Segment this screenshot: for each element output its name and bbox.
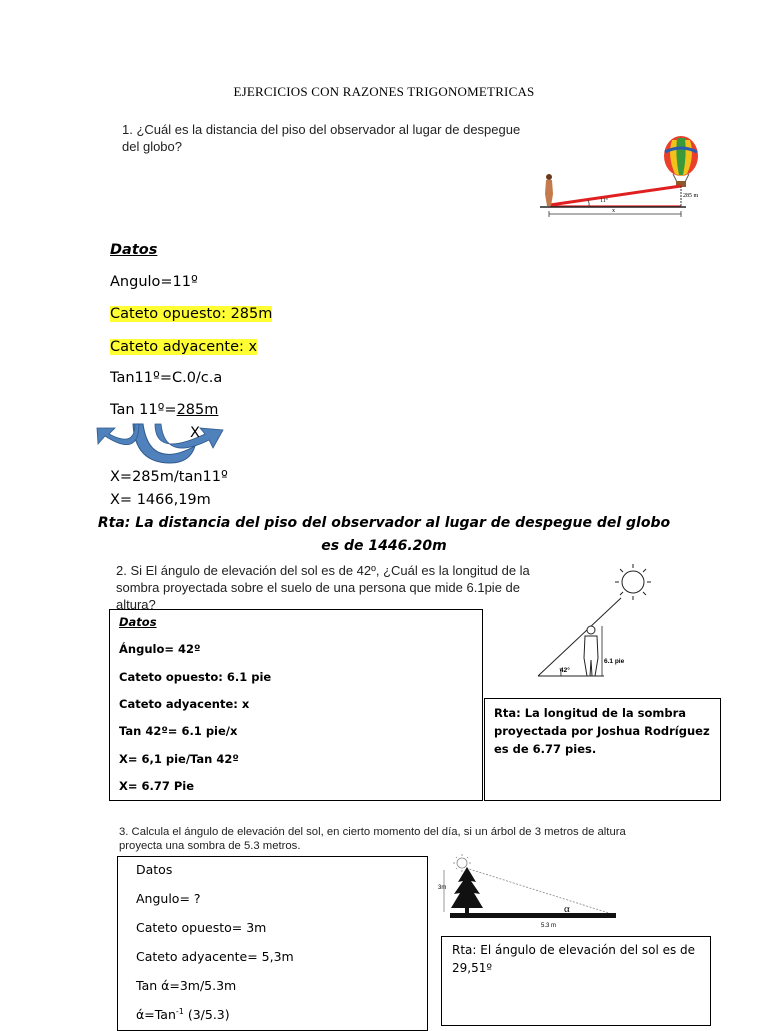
ex1-rta-label: Rta:: [97, 515, 131, 531]
ex1-rta-line2: es de 1446.20m: [321, 538, 447, 554]
ex2-tan-formula: Tan 42º= 6.1 pie/x: [119, 724, 238, 738]
hot-air-balloon-icon: [664, 136, 698, 187]
ex1-x-denominator: X: [190, 425, 200, 441]
ex3-tan-formula: Tan ά=3m/5.3m: [136, 978, 237, 993]
ex1-x-formula: X=285m/tan11º: [110, 469, 228, 485]
ex1-tan-formula: Tan11º=C.0/c.a: [110, 370, 223, 386]
fig1-angle-label: 11º: [600, 198, 608, 204]
fig2-height-label: 6.1 pie: [604, 658, 625, 665]
ground-bar: [450, 913, 616, 918]
ex1-tan-value: [110, 402, 218, 418]
fig3-height-label: 3m: [438, 885, 447, 891]
fig1-height-label: 285 m: [683, 193, 699, 199]
observer-person-icon: [545, 174, 553, 206]
ex1-question-line2: del globo?: [122, 139, 182, 154]
ex2-cateto-opuesto: Cateto opuesto: 6.1 pie: [119, 670, 272, 684]
tree-icon: [451, 867, 483, 914]
ex1-datos-heading: Datos: [110, 242, 158, 258]
person-icon: [584, 626, 598, 676]
ex2-cateto-adyacente: Cateto adyacente: x: [119, 697, 250, 711]
fig3-base-label: 5.3 m: [541, 923, 557, 929]
ex3-inverse-suffix: (3/5.3): [183, 1007, 230, 1023]
ex2-angulo: Ángulo= 42º: [119, 642, 201, 656]
ex1-question-line1: 1. ¿Cuál es la distancia del piso del observador al lugar de despegue: [122, 122, 521, 137]
fig2-angle-label: 42°: [560, 667, 570, 674]
balloon-figure: [536, 134, 712, 224]
ex1-cateto-opuesto: Cateto opuesto: 285m: [110, 306, 273, 322]
page-title: EJERCICIOS CON RAZONES TRIGONOMETRICAS: [233, 84, 535, 99]
ex3-angulo: Angulo= ?: [136, 891, 201, 906]
ex1-rta-line1: [0, 515, 768, 531]
sun-icon: [615, 564, 651, 600]
ex2-datos-heading: Datos: [119, 615, 157, 629]
ex3-cateto-adyacente: Cateto adyacente= 5,3m: [136, 949, 294, 964]
ex1-rta-text: La distancia del piso del observador al lugar de despegue del globo: [130, 515, 671, 531]
ex1-tan-value-numerator: 285m: [176, 402, 219, 418]
ex3-question-line2: proyecta una sombra de 5.3 metros.: [119, 840, 301, 852]
ex2-x-result: X= 6.77 Pie: [119, 779, 195, 793]
ex3-inverse-prefix: ά=Tan: [136, 1007, 176, 1023]
ex3-rta-box: Rta: El ángulo de elevación del sol es de 29,51º: [441, 936, 711, 1026]
sun-person-figure: [534, 560, 664, 685]
ex2-datos-box: [109, 609, 483, 801]
ex2-question-line1: 2. Si El ángulo de elevación del sol es de 42º, ¿Cuál es la longitud de la: [116, 563, 530, 578]
tree-shadow-figure: [436, 852, 622, 930]
fig1-x-label: x: [612, 208, 615, 214]
ex1-x-result: X= 1466,19m: [110, 492, 211, 508]
ex2-question-line3: altura?: [116, 597, 156, 612]
ex2-x-formula: X= 6,1 pie/Tan 42º: [119, 752, 239, 766]
ex3-question-line1: 3. Calcula el ángulo de elevación del sol, en cierto momento del día, si un árbol de 3 metros de altura: [119, 826, 626, 838]
ex1-cateto-adyacente: Cateto adyacente: x: [110, 339, 258, 355]
ex3-inverse-formula: [136, 1007, 230, 1022]
line-of-sight: [550, 186, 681, 205]
ex3-inverse-sup: -1: [175, 1007, 184, 1016]
ex3-datos-box: [117, 856, 428, 1031]
ex3-cateto-opuesto: Cateto opuesto= 3m: [136, 920, 267, 935]
ex2-rta-box: Rta: La longitud de la sombra proyectada por Joshua Rodríguez es de 6.77 pies.: [484, 698, 721, 801]
ex2-question-line2: sombra proyectada sobre el suelo de una persona que mide 6.1pie de: [116, 580, 520, 595]
ex3-datos-heading: Datos: [136, 862, 173, 877]
fig3-angle-label: α: [564, 903, 570, 915]
ex1-tan-value-prefix: Tan 11º=: [110, 402, 177, 418]
ex1-angulo: Angulo=11º: [110, 274, 198, 290]
swap-arrows-icon: [95, 418, 230, 468]
